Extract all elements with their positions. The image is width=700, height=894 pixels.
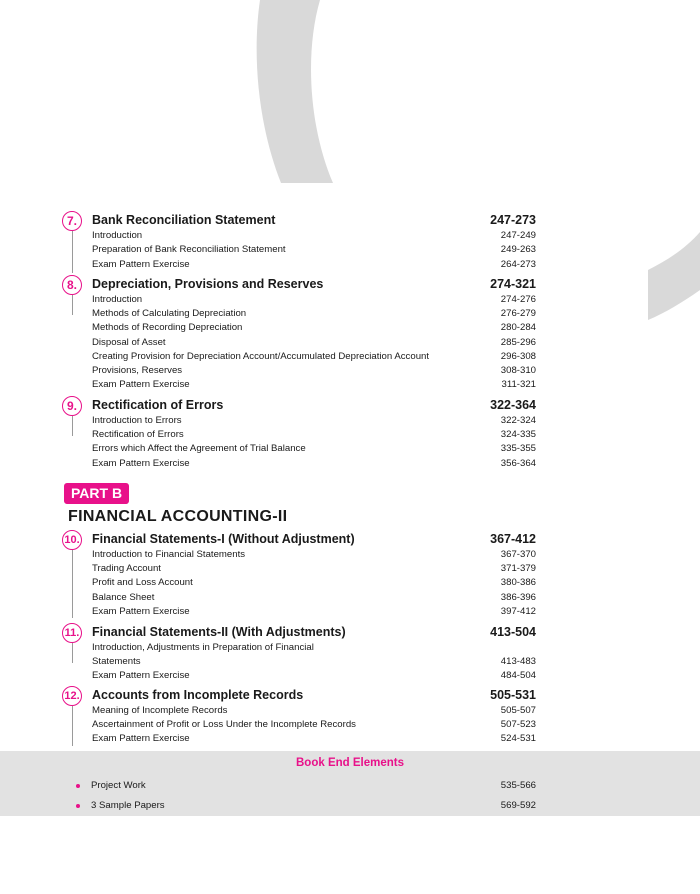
bullet-icon	[76, 784, 80, 788]
toc-entry-title: Meaning of Incomplete Records	[92, 705, 228, 716]
toc-entry-pages: 324-335	[500, 429, 536, 440]
book-end-item[interactable]	[76, 799, 536, 813]
toc-entry[interactable]	[92, 378, 536, 392]
toc-entry-pages: 505-507	[500, 705, 536, 716]
toc-entry-title: Introduction to Errors	[92, 415, 182, 426]
toc-entry-pages: 308-310	[500, 365, 536, 376]
toc-entry-title: Creating Provision for Depreciation Account/Accumulated Depreciation Account	[92, 351, 430, 362]
chapter-number-badge: 9.	[62, 396, 82, 416]
toc-entry[interactable]	[92, 350, 536, 364]
toc-entry[interactable]	[92, 307, 536, 321]
chapter-divider-line	[72, 416, 73, 436]
toc-entry-pages: 413-483	[500, 656, 536, 667]
toc-entry-title: Introduction, Adjustments in Preparation of Financial	[92, 642, 314, 653]
toc-entry-title: Balance Sheet	[92, 592, 155, 603]
toc-entry-pages: 386-396	[500, 592, 536, 603]
toc-entry-title: Disposal of Asset	[92, 337, 166, 348]
toc-entry-title: Exam Pattern Exercise	[92, 259, 190, 270]
toc-entry-pages: 484-504	[500, 670, 536, 681]
toc-entry-pages: 367-370	[500, 549, 536, 560]
chapter-number-badge: 8.	[62, 275, 82, 295]
section-heading: FINANCIAL ACCOUNTING-II	[68, 508, 288, 525]
toc-entry-title: Introduction to Financial Statements	[92, 549, 246, 560]
chapter-page-range: 322-364	[490, 398, 536, 412]
toc-entry-pages: 285-296	[500, 337, 536, 348]
toc-entry[interactable]	[92, 229, 536, 243]
chapter-number-badge: 10.	[62, 530, 82, 550]
chapter-divider-line	[72, 231, 73, 273]
toc-entry[interactable]	[92, 414, 536, 428]
toc-entry-pages: 397-412	[500, 606, 536, 617]
toc-entry-pages: 322-324	[500, 415, 536, 426]
toc-entry-title: Errors which Affect the Agreement of Trial Balance	[92, 443, 306, 454]
toc-entry-pages: 356-364	[500, 458, 536, 469]
chapter-7	[62, 211, 536, 273]
toc-entry-title: Methods of Calculating Depreciation	[92, 308, 247, 319]
chapter-title[interactable]: Bank Reconciliation Statement	[92, 213, 276, 227]
toc-entry-title: Introduction	[92, 230, 143, 241]
toc-entry-pages: 507-523	[500, 719, 536, 730]
toc-entry-title: Exam Pattern Exercise	[92, 458, 190, 469]
chapter-page-range: 367-412	[490, 532, 536, 546]
chapter-number-badge: 12.	[62, 686, 82, 706]
book-end-item[interactable]	[76, 779, 536, 793]
toc-entry-title: Provisions, Reserves	[92, 365, 183, 376]
chapter-10	[62, 530, 536, 620]
book-end-item-pages: 569-592	[500, 800, 536, 811]
toc-entry-title: Preparation of Bank Reconciliation Statement	[92, 244, 286, 255]
decorative-arc-top	[257, 0, 333, 183]
chapter-page-range: 274-321	[490, 277, 536, 291]
toc-entry[interactable]	[92, 548, 536, 562]
toc-entry[interactable]	[92, 258, 536, 272]
toc-entry[interactable]	[92, 605, 536, 619]
toc-entry[interactable]	[92, 732, 536, 746]
chapter-page-range: 247-273	[490, 213, 536, 227]
toc-entry[interactable]	[92, 576, 536, 590]
chapter-title[interactable]: Financial Statements-I (Without Adjustment)	[92, 532, 355, 546]
chapter-page-range: 505-531	[490, 688, 536, 702]
toc-entry[interactable]	[92, 562, 536, 576]
toc-entry-title: Ascertainment of Profit or Loss Under the Incomplete Records	[92, 719, 356, 730]
toc-entry-title: Exam Pattern Exercise	[92, 606, 190, 617]
toc-entry-pages: 276-279	[500, 308, 536, 319]
toc-entry[interactable]	[92, 669, 536, 683]
chapter-number-badge: 7.	[62, 211, 82, 231]
toc-entry-pages: 280-284	[500, 322, 536, 333]
book-end-item-title: 3 Sample Papers	[91, 800, 165, 811]
chapter-title[interactable]: Rectification of Errors	[92, 398, 224, 412]
chapter-divider-line	[72, 643, 73, 663]
toc-entry[interactable]	[92, 321, 536, 335]
chapter-9	[62, 396, 536, 472]
toc-entry-title: Introduction	[92, 294, 143, 305]
chapter-8	[62, 275, 536, 395]
toc-entry-pages: 311-321	[501, 379, 536, 390]
toc-entry[interactable]	[92, 243, 536, 257]
toc-entry[interactable]	[92, 591, 536, 605]
toc-entry-pages: 380-386	[500, 577, 536, 588]
toc-entry-pages: 249-263	[500, 244, 536, 255]
chapter-12	[62, 686, 536, 748]
toc-entry-title: Exam Pattern Exercise	[92, 733, 190, 744]
toc-entry-title: Profit and Loss Account	[92, 577, 193, 588]
toc-entry[interactable]	[92, 457, 536, 471]
part-b-label: PART B	[64, 483, 129, 504]
toc-entry-title: Exam Pattern Exercise	[92, 379, 190, 390]
toc-entry-pages: 296-308	[500, 351, 536, 362]
toc-entry[interactable]	[92, 293, 536, 307]
book-end-item-title: Project Work	[91, 780, 146, 791]
toc-entry-title: Trading Account	[92, 563, 161, 574]
toc-entry[interactable]	[92, 641, 536, 655]
chapter-title[interactable]: Depreciation, Provisions and Reserves	[92, 277, 324, 291]
chapter-11	[62, 623, 536, 685]
chapter-title[interactable]: Financial Statements-II (With Adjustments)	[92, 625, 346, 639]
toc-entry-title: Statements	[92, 656, 141, 667]
toc-entry-title: Methods of Recording Depreciation	[92, 322, 243, 333]
toc-entry[interactable]	[92, 428, 536, 442]
book-end-title: Book End Elements	[296, 757, 404, 769]
toc-entry-pages: 274-276	[500, 294, 536, 305]
toc-entry[interactable]	[92, 704, 536, 718]
bullet-icon	[76, 804, 80, 808]
toc-entry[interactable]	[92, 655, 536, 669]
toc-entry-pages: 371-379	[500, 563, 536, 574]
chapter-number-badge: 11.	[62, 623, 82, 643]
toc-entry[interactable]	[92, 718, 536, 732]
chapter-page-range: 413-504	[490, 625, 536, 639]
chapter-title[interactable]: Accounts from Incomplete Records	[92, 688, 304, 702]
toc-entry-pages: 335-355	[500, 443, 536, 454]
toc-entry-pages: 247-249	[500, 230, 536, 241]
toc-entry[interactable]	[92, 442, 536, 456]
chapter-divider-line	[72, 550, 73, 618]
toc-entry-title: Rectification of Errors	[92, 429, 184, 440]
toc-entry-title: Exam Pattern Exercise	[92, 670, 190, 681]
toc-entry-pages: 264-273	[500, 259, 536, 270]
chapter-divider-line	[72, 706, 73, 746]
decorative-arc-right	[648, 232, 700, 320]
toc-entry[interactable]	[92, 364, 536, 378]
toc-entry[interactable]	[92, 336, 536, 350]
chapter-divider-line	[72, 295, 73, 315]
toc-entry-pages: 524-531	[500, 733, 536, 744]
book-end-item-pages: 535-566	[500, 780, 536, 791]
